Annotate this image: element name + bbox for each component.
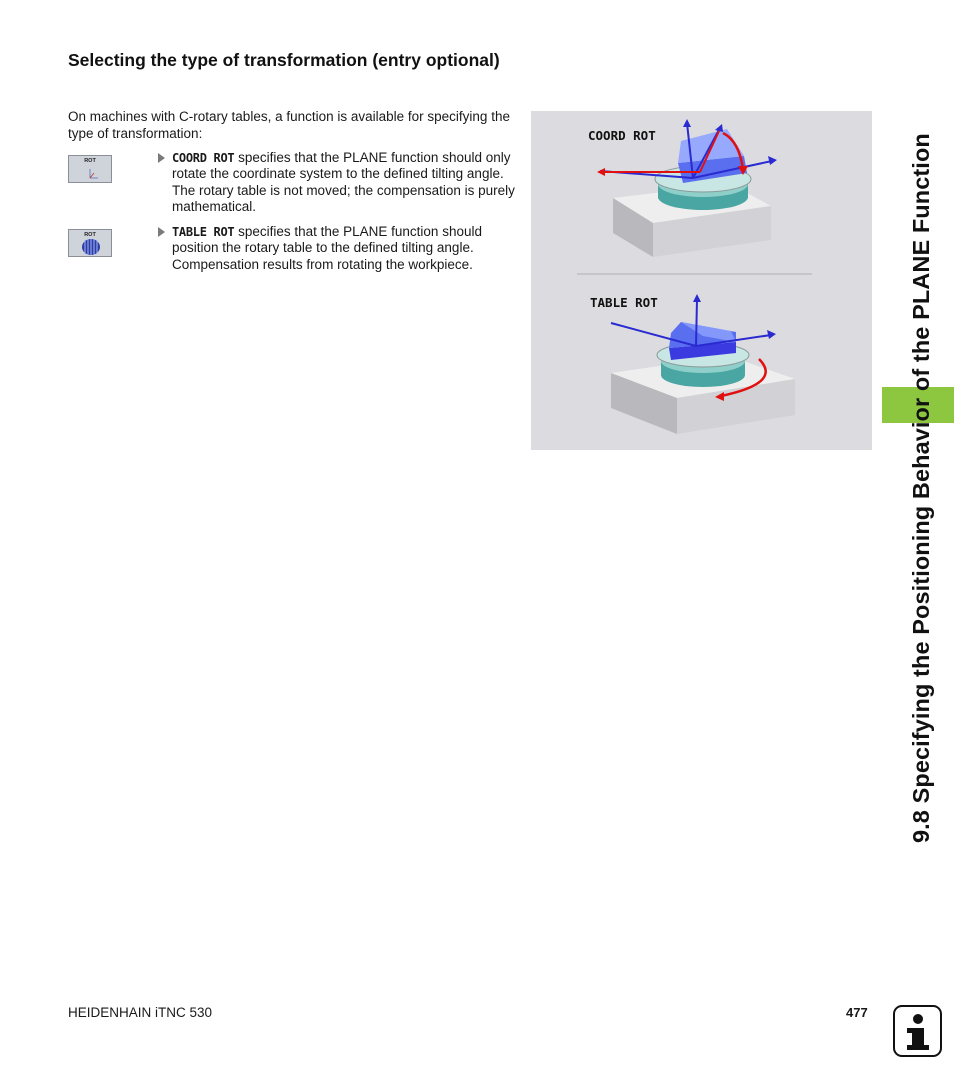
- bullet-arrow-icon: [158, 153, 165, 163]
- code-table-rot: TABLE ROT: [172, 225, 235, 239]
- bullet-coord-rot: [158, 150, 518, 215]
- page-number: 477: [846, 1005, 868, 1020]
- softkey-label: ROT: [84, 158, 96, 164]
- code-coord-rot: COORD ROT: [172, 151, 235, 165]
- rotary-table-icon: [69, 230, 113, 258]
- bullet-arrow-icon: [158, 227, 165, 237]
- table-rot-label: TABLE ROT: [590, 295, 658, 310]
- softkey-label: ROT: [84, 232, 96, 238]
- transformation-illustration: [531, 111, 872, 450]
- intro-paragraph: On machines with C-rotary tables, a function is available for specifying the type of transformation:: [68, 109, 510, 141]
- table-rot-softkey: [68, 229, 112, 257]
- footer-product: HEIDENHAIN iTNC 530: [68, 1005, 213, 1020]
- bullet-table-rot: [158, 224, 518, 273]
- bullet-text: specifies that the PLANE function should position the rotary table to the defined tilting angle. Compensation results from rotating the workpiece.: [172, 224, 482, 272]
- chapter-section-title: 9.8 Specifying the Positioning Behavior of the PLANE Function: [908, 133, 934, 843]
- coord-rot-label: COORD ROT: [588, 128, 656, 143]
- section-heading: Selecting the type of transformation (entry optional): [68, 50, 500, 70]
- info-icon: [893, 1005, 942, 1057]
- coord-rot-softkey: [68, 155, 112, 183]
- bullet-text: specifies that the PLANE function should only rotate the coordinate system to the defined tilting angle. The rotary table is not moved; the compensation is purely mathematical.: [172, 150, 515, 214]
- coordinate-axes-icon: [69, 156, 113, 184]
